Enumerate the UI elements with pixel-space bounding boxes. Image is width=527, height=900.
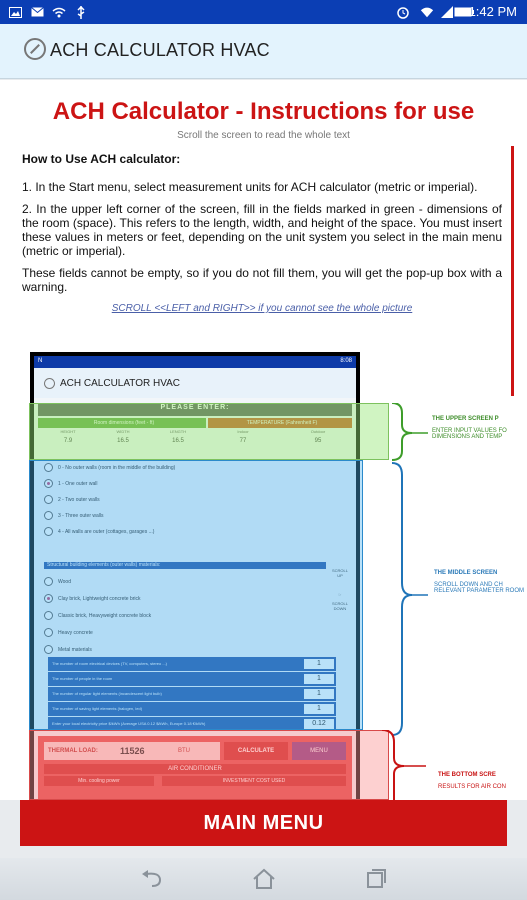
bottom-annotation-title: THE BOTTOM SCRE [438,772,496,778]
embedded-status-time: 8:08 [340,358,352,364]
step-2-text: 2. In the upper left corner of the screen, fill in the fields marked in green - dimensions of the room (space). This refers to the length, width, and height of the space. You must insert these values in meters or feet, depending on the unit system you select in the main menu (metric or imperial). [22,202,502,258]
embedded-app-bar [34,368,356,398]
scroll-down-label: SCROLL DOWN [331,601,348,611]
air-conditioner-header: AIR CONDITIONER [44,764,346,774]
instructions-content[interactable] [0,80,527,800]
bottom-annotation [438,772,527,790]
step-1-text: 1. In the Start menu, select measurement units for ACH calculator (metric or imperial). [22,180,478,194]
thermal-load-value: 11526 [120,746,145,756]
middle-annotation-title: THE MIDDLE SCREEN [434,570,498,576]
page-title: ACH Calculator - Instructions for use [52,98,475,125]
length-value: 16.5 [172,438,184,444]
structural-materials-title: Structural building elements (outer walls) materials: [44,562,326,569]
thermal-load-unit: BTU [178,748,190,754]
embedded-status-bar [34,356,356,368]
embedded-calculate-button: CALCULATE [224,742,288,760]
scroll-hint-link[interactable]: SCROLL <<LEFT and RIGHT>> if you cannot see the whole picture [111,303,413,314]
status-bar [0,0,527,24]
page-subtitle: Scroll the screen to read the whole text [177,130,350,141]
numeric-row: The number of people in the room 1 [48,672,336,686]
recent-apps-icon[interactable] [364,868,388,890]
upper-annotation-title: THE UPPER SCREEN P [432,416,499,422]
numeric-row: The number of regular light elements (incandescent light bulb) 1 [48,687,336,701]
middle-annotation [434,570,527,594]
scroll-indicator[interactable] [511,146,514,396]
cell-signal-icon [440,5,454,19]
length-label: LENGTH [169,429,187,434]
app-title: ACH CALCULATOR HVAC [50,40,270,60]
mail-icon [30,5,44,19]
main-menu-button[interactable]: MAIN MENU [20,800,507,846]
numeric-row: The number of room electrical devices (TV, computers, stereo ...) 1 [48,657,336,671]
upper-annotation-text: ENTER INPUT VALUES FO DIMENSIONS AND TEMP [432,428,507,440]
upper-annotation [432,416,527,440]
middle-annotation-text: SCROLL DOWN AND CH RELEVANT PARAMETER ROOM [434,582,525,594]
scroll-up-label: SCROLL UP [331,568,348,578]
min-cooling-label: Min. cooling power [44,776,154,786]
back-icon[interactable] [140,868,164,890]
embedded-logo-icon [44,378,55,389]
height-value: 7.9 [63,438,73,444]
outdoor-value: 95 [314,438,322,444]
middle-region-highlight [29,460,363,730]
instructions-text [22,146,502,316]
indoor-label: Indoor [237,429,249,434]
status-time: 1:42 PM [468,4,517,19]
hand-icon: ☞ [338,592,342,597]
please-enter-bar: PLEASE ENTER: [38,404,352,416]
warning-note: These fields cannot be empty, so if you do not fill them, you will get the pop-up box with a warning. [22,266,502,294]
thermal-load-label: THERMAL LOAD: [48,748,98,754]
bottom-annotation-text: RESULTS FOR AIR CON [438,784,506,790]
investment-cost-label: INVESTMENT COST USED [162,776,346,786]
numeric-row: Enter your local electricity price $/kWh (Average USA 0.12 $/kWh, Europe 0.18 €/kWh) 0.12 [48,717,336,731]
height-label: HEIGHT [60,429,76,434]
embedded-screen: ACH CALCULATOR HVAC PLEASE ENTER: Room dimensions (feet - ft) TEMPERATURE (Fahrenheit F) HEIGHT WIDTH LENGTH Indoor Outdoor 7.9 16.5 16.5 77 95 0 - No outer walls (room in the middle of the building) 1 - One outer wall 2 - Two outer walls 3 - Three outer walls 4 - All walls are outer (cottages, garages ...) Structural building elements (outer walls) materials: Wood Clay brick, Lightweight concrete brick Classic brick, Heavyweight concrete block Heavy concrete Metal materials SCROLL UP ☞ SCROLL DOWN The number of room electrical devices (TV, computers, stereo ...) 1 The number of people in the room 1 The number of regular light elements (incandescent light bulb) 1 The number of saving light elements (halogen, led) 1 Enter your local electricity price $/kWh (Average USA 0.12 $/kWh, Europe 0.18 €/kWh) 0.12 THERMAL LOAD: 11526 BTU CALCULATE MENU AIR CONDITIONER Min. cooling power INVESTMENT COST USED [34,368,356,800]
indoor-value: 77 [239,438,247,444]
embedded-app-title: ACH CALCULATOR HVAC [60,378,181,389]
room-dimensions-header: Room dimensions (feet - ft) [38,418,206,428]
embedded-status-left: N [38,358,43,364]
app-logo-icon [24,38,46,60]
upper-region-highlight [29,403,389,460]
embedded-menu-button: MENU [292,742,346,760]
app-toolbar [0,24,527,79]
image-icon [8,5,22,19]
numeric-row: The number of saving light elements (halogen, led) 1 [48,702,336,716]
usb-icon [74,5,88,19]
wifi-icon [52,5,66,19]
outdoor-label: Outdoor [310,429,326,434]
temperature-header: TEMPERATURE (Fahrenheit F) [208,418,352,428]
alarm-icon [396,5,410,19]
width-label: WIDTH [116,429,130,434]
bottom-bracket [380,730,430,800]
home-icon[interactable] [252,868,276,890]
bottom-region-highlight [29,730,389,800]
instructions-heading: How to Use ACH calculator: [22,152,181,166]
system-nav-bar [0,858,527,900]
width-value: 16.5 [117,438,129,444]
wifi-signal-icon [420,5,434,19]
